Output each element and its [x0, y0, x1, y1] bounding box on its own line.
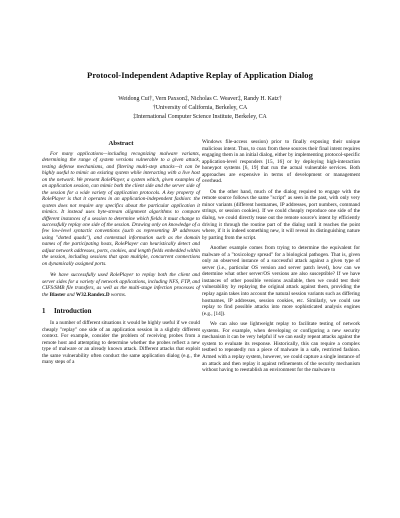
abstract-p2-text-a: We have successfully used RolePlayer to replay both the client and server sides for a variety of network applications, including NFS, FTP, and CIFS/SMB file transfers, as well as the multi-stage infection processes of the	[42, 272, 200, 298]
left-column	[42, 140, 200, 366]
body-paragraph-1: Windows file-access session) prior to finally exposing their unique malicious intent. Thus, to coax from these sources their final intent requires engaging them in an initial dialog, either by implementing protocol-specific application-level responders [15, 16] or by deploying high-interaction honeypot systems [6, 19] that run the actual vulnerable services. Both approaches are expensive in terms of development or management overhead.	[202, 139, 360, 185]
section-number: 1	[42, 307, 46, 315]
worm-name-blaster: Blaster	[49, 291, 66, 298]
author-names: Weidong Cui†, Vern Paxson‡, Nicholas C. Weaver‡, Randy H. Katz†	[118, 96, 282, 102]
abstract-paragraph-1: For many applications—including recognizing malware variants, determining the range of system versions vulnerable to a given attack, testing defense mechanisms, and filtering multi-step attacks—it can be highly useful to mimic an existing system while interacting with a live host on the network. We present RolePlayer, a system which, given examples of an application session, can mimic both the client side and the server side of the session for a wide variety of application protocols. A key property of RolePlayer is that it operates in an application-independent fashion: the system does not require any specifics about the particular application it mimics. It instead uses byte-stream alignment algorithms to compare different instances of a session to determine which fields it must change to successfully replay one side of the session. Drawing only on knowledge of a few low-level syntactic conventions (such as representing IP addresses using "dotted quads"), and contextual information such as the domain names of the participating hosts, RolePlayer can heuristically detect and adjust network addresses, ports, cookies, and length fields embedded within the session, including sessions that span multiple, concurrent connections on dynamically assigned ports.	[42, 151, 200, 267]
abstract-p2-text-e: worms.	[109, 291, 127, 298]
section-title: Introduction	[54, 307, 92, 315]
abstract-paragraph-2	[42, 272, 200, 298]
author-block	[0, 95, 400, 122]
affiliation-icsi: ‡International Computer Science Institute, Berkeley, CA	[133, 113, 267, 120]
abstract-p2-text-c: and	[65, 291, 76, 298]
body-paragraph-4: We can also use lightweight replay to facilitate testing of network systems. For example, when developing or configuring a new security mechanism it can be very helpful if we can easily repeat attacks against the system to evaluate its response. Historically, this can require a complex testbed to repeatedly run a piece of malware in a safe, restricted fashion. Armed with a replay system, however, we could capture a single instance of an attack and then replay it against refinements of the security mechanism without having to reestablish an environment for the malware to	[202, 321, 360, 374]
right-column	[202, 139, 360, 374]
affiliation-ucb: †University of California, Berkeley, CA	[152, 104, 248, 111]
body-paragraph-3: Another example comes from trying to determine the equivalent for malware of a "toxicology spread" for a biological pathogen. That is, given only an observed instance of a successful attack against a given type of server (i.e., particular OS version and server patch level), how can we determine what other server/OS versions are also susceptible? If we have instances of other possible versions available, then we could test their vulnerability by replaying the original attack against them, providing the replay again takes into account the natural session variants such as differing hostnames, IP addresses, session cookies, etc. Similarly, we could use replay to find possible attacks into more sophisticated analysis engines (e.g., [14]).	[202, 245, 360, 317]
body-paragraph-2: On the other hand, much of the dialog required to engage with the remote source follows the same "script" as seen in the past, with only very minor variants (different hostnames, IP addresses, port numbers, command strings, or session cookies). If we could cheaply reproduce one side of the dialog, we could directly tease out the remote source's intent by efficiently driving it through the routine part of the dialog until it reaches the point where, if it is indeed something new, it will reveal its distinguishing nature by parting from the script.	[202, 188, 360, 241]
paper-title: Protocol-Independent Adaptive Replay of Application Dialog	[87, 70, 313, 80]
abstract-heading: Abstract	[108, 140, 134, 147]
introduction-heading	[42, 308, 200, 315]
intro-paragraph-1: In a number of different situations it would be highly useful if we could cheaply "replay" one side of an application session in a slightly different context. For example, consider the problem of receiving probes from a remote host and attempting to determine whether the probes reflect a new type of malware or an already known attack. Different attacks that exploit the same vulnerability often conduct the same application dialog (e.g., the many steps of a	[42, 319, 200, 366]
worm-name-randex: W32.Randex.D	[75, 291, 110, 298]
